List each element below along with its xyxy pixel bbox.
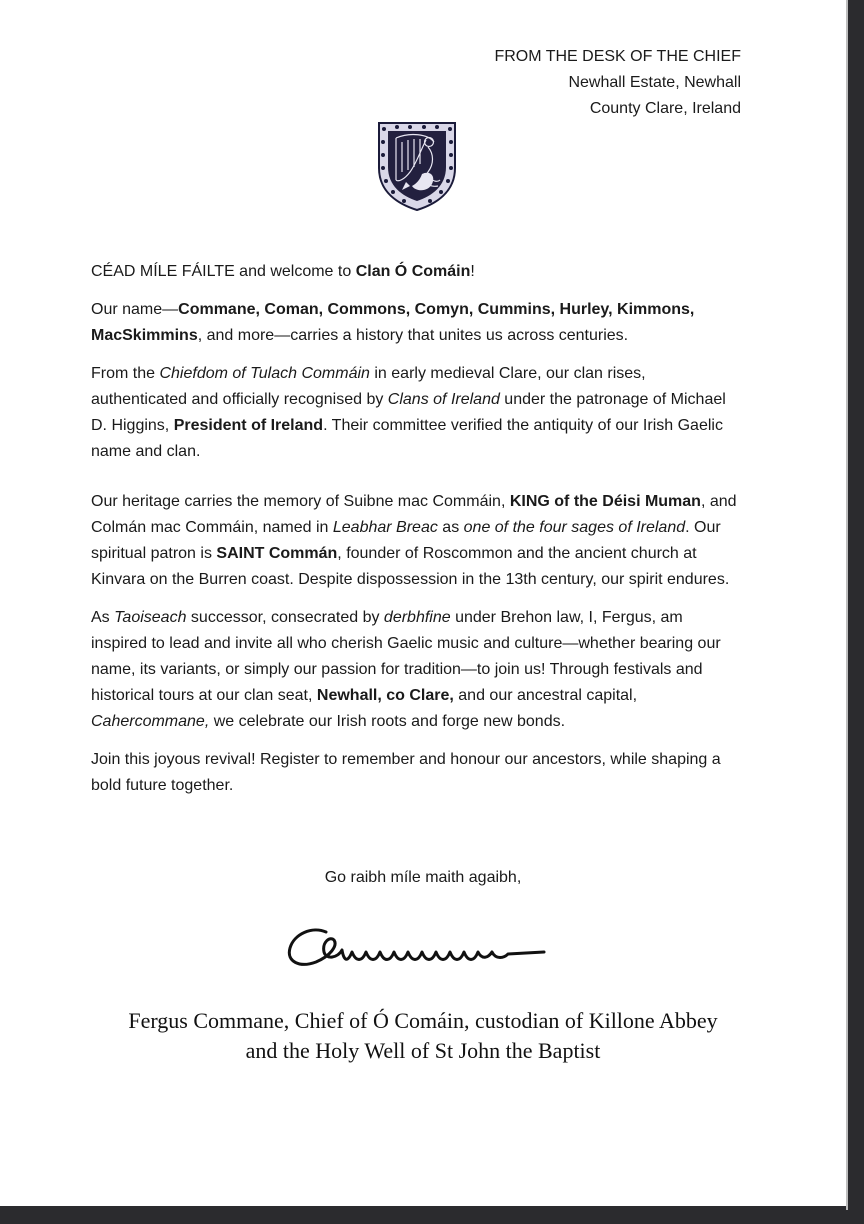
text-span: under the patronage of Michael D. Higgins, bbox=[91, 391, 726, 434]
closing-line: Go raibh míle maith agaibh, bbox=[324, 869, 522, 886]
names-paragraph bbox=[91, 297, 741, 349]
clan-name: Clan Ó Comáin bbox=[355, 263, 471, 280]
text-span: ! bbox=[470, 263, 475, 280]
italic-span: Taoiseach bbox=[114, 609, 187, 626]
text-span: , founder of Roscommon and the ancient church at Kinvara on the Burren coast. Despite dispossession in the 13th century, our spirit endures. bbox=[91, 545, 730, 588]
bold-span: KING of the Déisi Muman bbox=[509, 493, 701, 510]
italic-span: Clans of Ireland bbox=[387, 391, 500, 408]
text-span: and our ancestral capital, bbox=[453, 687, 638, 704]
surname-list: Commane, Coman, Commons, Comyn, Cummins, Hurley, Kimmons, MacSkimmins bbox=[91, 301, 695, 344]
page-edge bbox=[846, 0, 848, 1210]
text-span: Join this joyous revival! Register to remember and honour our ancestors, while shaping a bold future together. bbox=[91, 751, 721, 794]
text-span: CÉAD MÍLE FÁILTE and welcome to bbox=[91, 263, 356, 280]
address-line-1: FROM THE DESK OF THE CHIEF bbox=[494, 48, 741, 65]
text-span: Our heritage carries the memory of Suibne mac Commáin, bbox=[91, 493, 510, 510]
text-span: as bbox=[437, 519, 464, 536]
text-span: in early medieval Clare, our clan rises, authenticated and officially recognised by bbox=[91, 365, 646, 408]
bold-span: Newhall, co Clare, bbox=[316, 687, 454, 704]
heritage-paragraph bbox=[91, 489, 741, 593]
italic-span: one of the four sages of Ireland bbox=[463, 519, 686, 536]
signoff-block bbox=[0, 1006, 846, 1066]
text-span: Our name— bbox=[91, 301, 179, 318]
origin-paragraph bbox=[91, 361, 741, 465]
text-span: . Our spiritual patron is bbox=[91, 519, 721, 562]
italic-span: derbhfine bbox=[383, 609, 451, 626]
text-span: As bbox=[91, 609, 115, 626]
text-span: From the bbox=[91, 365, 160, 382]
letter-body bbox=[91, 259, 741, 799]
bold-span: President of Ireland bbox=[173, 417, 324, 434]
bold-span: SAINT Commán bbox=[216, 545, 338, 562]
address-line-3: County Clare, Ireland bbox=[589, 100, 741, 117]
text-span: . Their committee verified the antiquity of our Irish Gaelic name and clan. bbox=[91, 417, 723, 460]
letterhead-address bbox=[494, 44, 741, 122]
text-span: , and Colmán mac Commáin, named in bbox=[91, 493, 737, 536]
revival-paragraph bbox=[91, 747, 741, 799]
italic-span: Leabhar Breac bbox=[332, 519, 438, 536]
signoff-line-1: Fergus Commane, Chief of Ó Comáin, custodian of Killone Abbey bbox=[128, 1008, 718, 1033]
text-span: successor, consecrated by bbox=[186, 609, 384, 626]
italic-span: Cahercommane, bbox=[91, 713, 210, 730]
text-span: we celebrate our Irish roots and forge new bonds. bbox=[209, 713, 566, 730]
text-span: under Brehon law, I, Fergus, am inspired to lead and invite all who cherish Gaelic music and culture—whether bearing our name, its variants, or simply our passion for tradition—to join us! Through festivals and historical tours at our clan seat, bbox=[91, 609, 721, 704]
harp-mermaid-shield-icon bbox=[376, 120, 458, 212]
invitation-paragraph bbox=[91, 605, 741, 735]
handwritten-signature bbox=[282, 918, 550, 976]
text-span: , and more—carries a history that unites us across centuries. bbox=[197, 327, 629, 344]
italic-span: Chiefdom of Tulach Commáin bbox=[159, 365, 370, 382]
greeting-paragraph bbox=[91, 259, 741, 285]
signoff-line-2: and the Holy Well of St John the Baptist bbox=[245, 1038, 601, 1063]
address-line-2: Newhall Estate, Newhall bbox=[568, 74, 741, 91]
